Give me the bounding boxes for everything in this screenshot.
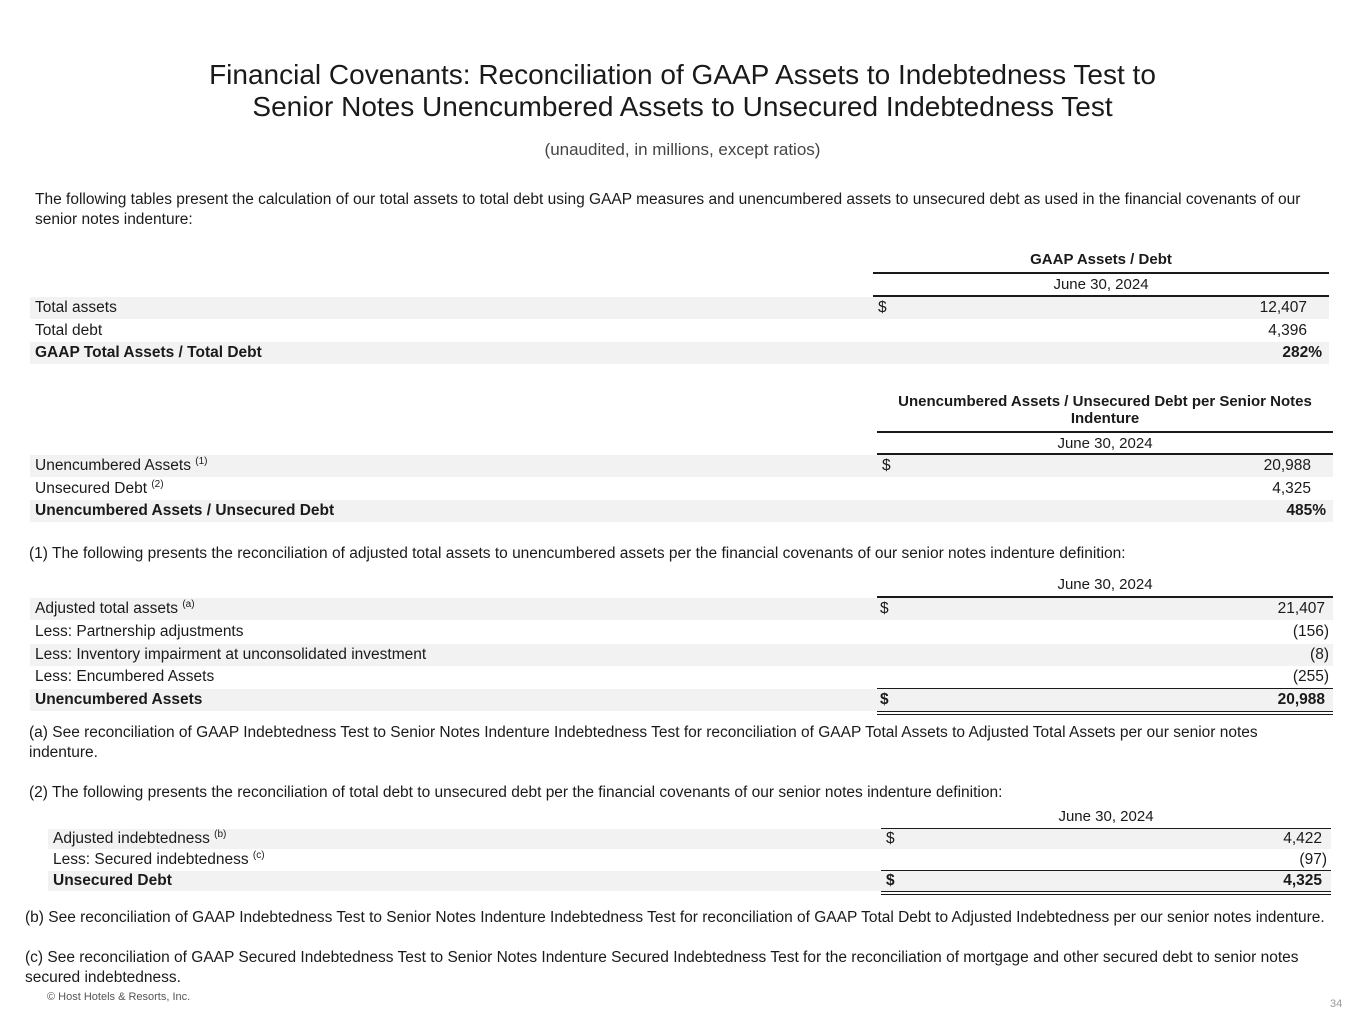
copyright: © Host Hotels & Resorts, Inc.	[47, 991, 191, 1003]
footnote-ref: (1)	[195, 456, 208, 467]
page-title-line1: Financial Covenants: Reconciliation of GAAP Assets to Indebtedness Test to	[209, 59, 1156, 90]
row-label: Unencumbered Assets / Unsecured Debt	[35, 502, 335, 519]
dollar-sign: $	[880, 600, 889, 617]
row-value: 20,988	[1263, 457, 1311, 474]
note2-footnote-c: (c) See reconciliation of GAAP Secured Indebtedness Test to Senior Notes Indenture Secured Indebtedness Test for the reconciliation of mortgage and other secured debt to senior notes secured indebtedness.	[25, 949, 1299, 986]
note2-total-double-rule-bottom	[881, 894, 1331, 895]
row-label: Unsecured Debt	[53, 872, 172, 889]
row-label	[35, 598, 195, 620]
page-number: 34	[1330, 998, 1343, 1010]
dollar-sign: $	[886, 830, 895, 847]
note2-intro: (2) The following presents the reconciliation of total debt to unsecured debt per the financial covenants of our senior notes indenture definition:	[29, 784, 1003, 801]
page-subtitle: (unaudited, in millions, except ratios)	[544, 140, 821, 159]
note1-row-partnership-adjustments	[30, 621, 1333, 643]
row-label	[35, 478, 164, 500]
row-value: 12,407	[1259, 299, 1307, 316]
page-title-line2: Senior Notes Unencumbered Assets to Unsecured Indebtedness Test	[252, 91, 1113, 122]
table2-heading: Unencumbered Assets / Unsecured Debt per Senior Notes Indenture	[898, 393, 1312, 427]
note1-total-double-rule-top	[877, 711, 1333, 712]
note1-row-inventory-impairment	[30, 644, 1333, 666]
note1-intro: (1) The following presents the reconciliation of adjusted total assets to unencumbered assets per the financial covenants of our senior notes indenture definition:	[29, 545, 1126, 562]
table2-date: June 30, 2024	[1057, 435, 1153, 452]
note1-total-double-rule-bottom	[877, 714, 1333, 715]
table1-date: June 30, 2024	[1053, 276, 1149, 293]
row-label-text: Unsecured Debt	[35, 480, 148, 497]
row-value: 4,396	[1268, 322, 1307, 339]
table2-heading-rule	[877, 431, 1333, 433]
footnote-ref: (c)	[252, 850, 265, 861]
table1-row-total-assets	[30, 297, 1329, 319]
row-label: Unencumbered Assets	[35, 691, 203, 708]
note1-footnote-a: (a) See reconciliation of GAAP Indebtedness Test to Senior Notes Indenture Indebtedness Test for reconciliation of GAAP Total Assets to Adjusted Total Assets per our senior notes indenture.	[29, 724, 1258, 761]
row-value: (8)	[1310, 646, 1329, 663]
row-label: Less: Partnership adjustments	[35, 623, 244, 640]
row-label: Total debt	[35, 322, 103, 339]
row-label-text: Less: Secured indebtedness	[53, 851, 249, 868]
row-value: 4,325	[1283, 872, 1322, 889]
table1-heading: GAAP Assets / Debt	[1030, 251, 1172, 268]
row-label: Total assets	[35, 299, 117, 316]
row-value: (255)	[1292, 668, 1329, 685]
row-value: 282%	[1282, 344, 1322, 361]
table1-row-total-debt	[30, 320, 1329, 342]
row-label: Less: Inventory impairment at unconsolidated investment	[35, 646, 427, 663]
row-label: Less: Encumbered Assets	[35, 668, 215, 685]
note2-date: June 30, 2024	[1058, 808, 1154, 825]
row-label-text: Adjusted total assets	[35, 600, 179, 617]
note2-footnote-b: (b) See reconciliation of GAAP Indebtedness Test to Senior Notes Indenture Indebtedness Test for reconciliation of GAAP Total Debt to Adjusted Indebtedness per our senior notes indenture.	[25, 909, 1325, 926]
row-value: 21,407	[1277, 600, 1325, 617]
note1-row-unencumbered-assets	[30, 689, 1333, 711]
dollar-sign: $	[878, 299, 887, 316]
row-label	[53, 850, 265, 870]
row-label	[35, 455, 208, 477]
table2-row-unencumbered-assets	[30, 455, 1333, 477]
note2-total-double-rule-top	[881, 891, 1331, 892]
note2-row-adjusted-indebtedness	[48, 829, 1331, 849]
row-value: (97)	[1299, 851, 1327, 868]
footnote-ref: (a)	[182, 599, 195, 610]
note1-row-encumbered-assets	[30, 666, 1333, 688]
footnote-ref: (2)	[151, 479, 164, 490]
dollar-sign: $	[886, 872, 895, 889]
table2-row-unsecured-debt	[30, 478, 1333, 500]
note2-row-secured-indebtedness	[48, 850, 1331, 870]
table2-row-ratio	[30, 500, 1333, 522]
row-label-text: Unencumbered Assets	[35, 457, 191, 474]
row-label: GAAP Total Assets / Total Debt	[35, 344, 262, 361]
note1-date: June 30, 2024	[1057, 576, 1153, 593]
dollar-sign: $	[882, 457, 891, 474]
row-value: (156)	[1292, 623, 1329, 640]
row-value: 485%	[1286, 502, 1326, 519]
row-label	[53, 829, 226, 849]
note1-row-adjusted-total-assets	[30, 598, 1333, 620]
footnote-ref: (b)	[214, 829, 227, 840]
row-label-text: Adjusted indebtedness	[53, 830, 210, 847]
row-value: 20,988	[1277, 691, 1325, 708]
intro-paragraph: The following tables present the calculation of our total assets to total debt using GAAP measures and unencumbered assets to unsecured debt as used in the financial covenants of our senior notes indenture:	[35, 191, 1301, 228]
table1-row-ratio	[30, 342, 1329, 364]
row-value: 4,422	[1283, 830, 1322, 847]
row-value: 4,325	[1272, 480, 1311, 497]
dollar-sign: $	[880, 691, 889, 708]
note2-row-unsecured-debt	[48, 871, 1331, 891]
table1-heading-rule	[873, 272, 1329, 274]
